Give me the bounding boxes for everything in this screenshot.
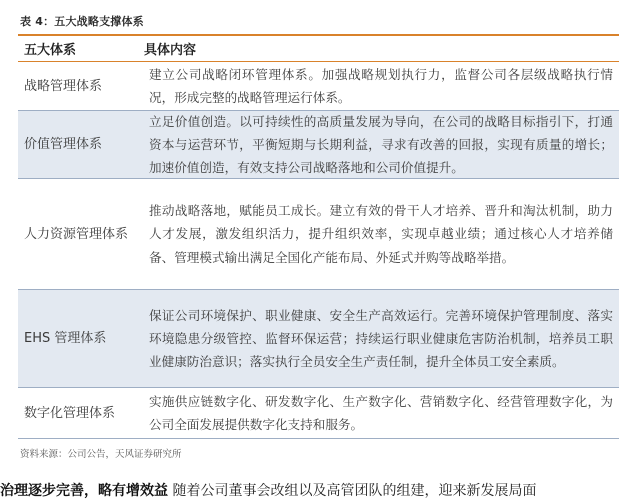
- table-caption: 表 4：五大战略支撑体系: [20, 15, 144, 28]
- system-content: 立足价值创造。以可持续性的高质量发展为导向，在公司的战略目标指引下，打通资本与运营环节，平衡短期与长期利益，寻求有改善的回报，实现有质量的增长；加速价值创造，有效支持公司战略落地和公司价值提升。: [149, 113, 613, 176]
- body-text-bold: 治理逐步完善，略有增效益: [0, 483, 168, 499]
- system-name: 价值管理体系: [24, 137, 103, 152]
- table-row: [18, 290, 619, 388]
- system-name: 战略管理体系: [24, 78, 103, 94]
- table-row: [18, 111, 619, 179]
- system-content: 推动战略落地，赋能员工成长。建立有效的骨干人才培养、晋升和淘汰机制，助力人才发展，激发组织活力，提升组织效率，实现卓越业绩；通过核心人才培养储备、管理模式输出满足全国化产能布局、外延式并购等战略举措。: [149, 203, 613, 265]
- body-text-normal: 随着公司董事会改组以及高管团队的组建，迎来新发展局面: [172, 483, 537, 499]
- header-system: 五大体系: [24, 43, 77, 58]
- header-content: 具体内容: [144, 43, 197, 58]
- system-content: 建立公司战略闭环管理体系。加强战略规划执行力，监督公司各层级战略执行情况，形成完整的战略管理运行体系。: [149, 66, 613, 105]
- system-content: 保证公司环境保护、职业健康、安全生产高效运行。完善环境保护管理制度、落实环境隐患分级管控、监督环保运营；持续运行职业健康危害防治机制，培养员工职业健康防治意识；落实执行全员安全生产责任制，提升全体员工安全素质。: [149, 307, 613, 370]
- system-name: 数字化管理体系: [24, 405, 116, 421]
- table-row: [18, 179, 619, 290]
- table-row: [18, 62, 619, 111]
- system-name: EHS 管理体系: [24, 331, 107, 346]
- table-row: [18, 388, 619, 439]
- system-content: 实施供应链数字化、研发数字化、生产数字化、营销数字化、经营管理数字化，为公司全面发展提供数字化支持和服务。: [149, 393, 613, 432]
- source-note: 资料来源：公司公告，天风证券研究所: [20, 449, 182, 460]
- system-name: 人力资源管理体系: [24, 226, 129, 242]
- strategy-support-table: [18, 34, 619, 439]
- body-text-line: [0, 482, 637, 500]
- table-header: [18, 36, 619, 62]
